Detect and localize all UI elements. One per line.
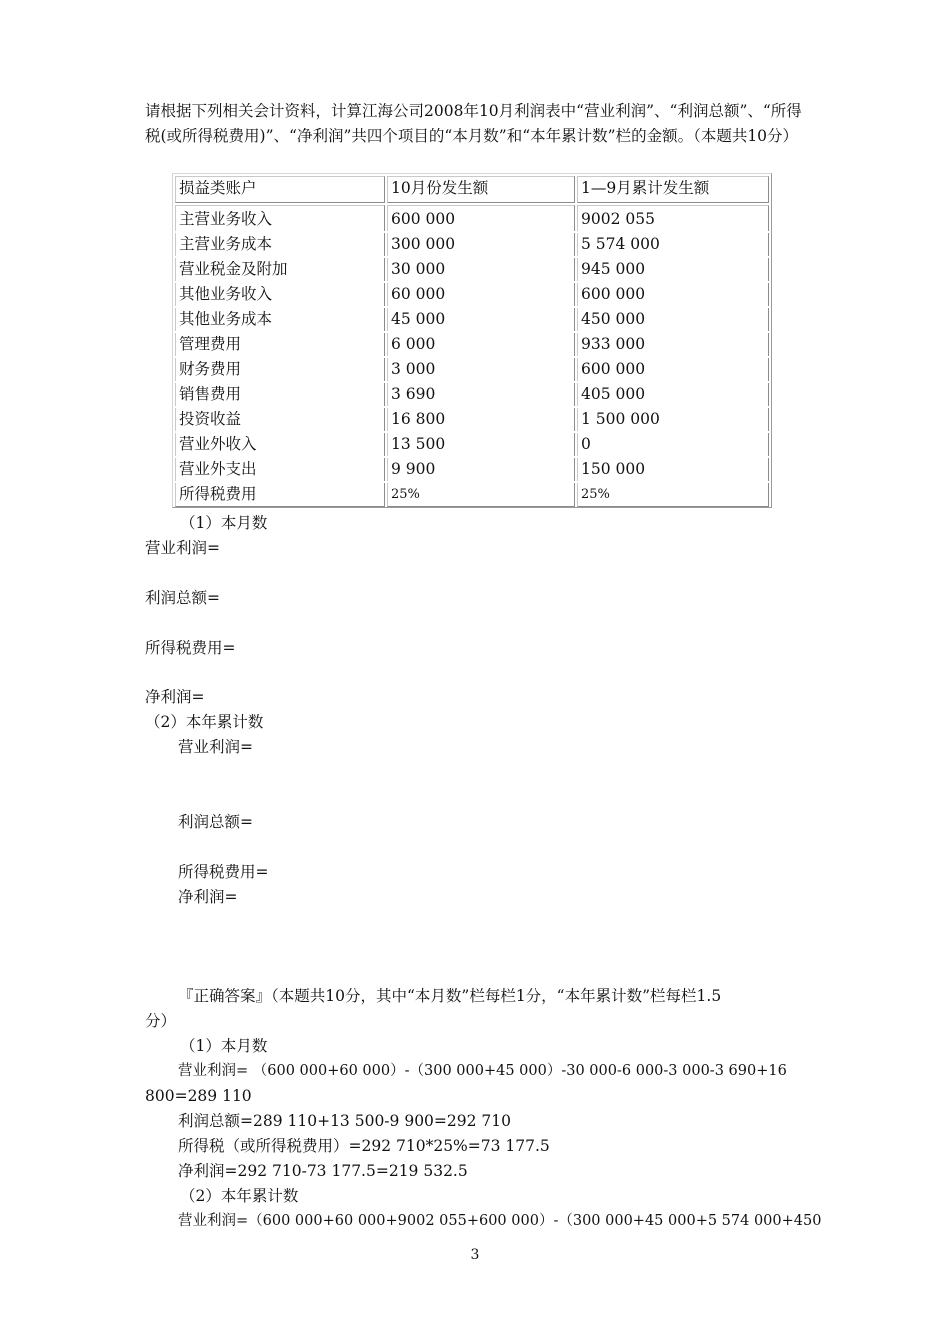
october-amount: 30 000 <box>387 258 575 281</box>
cumulative-amount: 933 000 <box>577 333 769 356</box>
account-name: 财务费用 <box>175 358 385 381</box>
answer-total-profit: 利润总额=289 110+13 500-9 900=292 710 <box>178 1112 512 1130</box>
cumulative-amount: 450 000 <box>577 308 769 331</box>
answer-title-continued: 分） <box>145 1012 177 1030</box>
table-row <box>175 258 769 281</box>
question-year-net-profit: 净利润= <box>178 888 238 906</box>
header-account: 损益类账户 <box>175 176 385 203</box>
account-name: 营业税金及附加 <box>175 258 385 281</box>
account-name: 主营业务收入 <box>175 205 385 231</box>
account-table <box>172 173 772 508</box>
answer-month-heading: （1）本月数 <box>180 1037 268 1055</box>
question-year-heading: （2）本年累计数 <box>145 713 264 731</box>
answer-year-heading: （2）本年累计数 <box>180 1187 299 1205</box>
table-row <box>175 483 769 507</box>
answer-net-profit: 净利润=292 710-73 177.5=219 532.5 <box>178 1162 468 1180</box>
answer-title: 『正确答案』（本题共10分，其中“本月数”栏每栏1分，“本年累计数”栏每栏1.5 <box>178 987 722 1005</box>
question-year-operating-profit: 营业利润= <box>178 738 253 756</box>
header-october: 10月份发生额 <box>387 176 575 203</box>
october-amount: 3 000 <box>387 358 575 381</box>
answer-year-operating-profit-line1: 营业利润=（600 000+60 000+9002 055+600 000）-（300 000+45 000+5 574 000+450 <box>178 1213 822 1229</box>
october-amount: 6 000 <box>387 333 575 356</box>
account-name: 所得税费用 <box>175 483 385 507</box>
october-amount: 600 000 <box>387 205 575 231</box>
question-month-operating-profit: 营业利润= <box>145 539 220 557</box>
cumulative-amount: 600 000 <box>577 358 769 381</box>
table-row <box>175 358 769 381</box>
october-amount: 25% <box>387 483 575 507</box>
question-month-heading: （1）本月数 <box>180 514 268 532</box>
account-name: 投资收益 <box>175 408 385 431</box>
table-row <box>175 458 769 481</box>
question-month-net-profit: 净利润= <box>145 688 205 706</box>
answer-income-tax: 所得税（或所得税费用）=292 710*25%=73 177.5 <box>178 1137 550 1155</box>
cumulative-amount: 9002 055 <box>577 205 769 231</box>
table-row <box>175 283 769 306</box>
cumulative-amount: 150 000 <box>577 458 769 481</box>
cumulative-amount: 600 000 <box>577 283 769 306</box>
account-name: 主营业务成本 <box>175 233 385 256</box>
question-year-total-profit: 利润总额= <box>178 813 253 831</box>
question-month-income-tax: 所得税费用= <box>145 639 236 657</box>
table-row <box>175 383 769 406</box>
question-intro: 请根据下列相关会计资料，计算江海公司2008年10月利润表中“营业利润”、“利润总额”、“所得税(或所得税费用)”、“净利润”共四个项目的“本月数”和“本年累计数”栏的金额。（本题共10分） <box>145 102 802 145</box>
table-row <box>175 233 769 256</box>
cumulative-amount: 1 500 000 <box>577 408 769 431</box>
table-row <box>175 433 769 456</box>
account-name: 其他业务收入 <box>175 283 385 306</box>
cumulative-amount: 0 <box>577 433 769 456</box>
account-name: 销售费用 <box>175 383 385 406</box>
answer-operating-profit-line1: 营业利润= （600 000+60 000）-（300 000+45 000）-30 000-6 000-3 000-3 690+16 <box>178 1063 787 1079</box>
cumulative-amount: 945 000 <box>577 258 769 281</box>
october-amount: 300 000 <box>387 233 575 256</box>
table-row <box>175 333 769 356</box>
table-row <box>175 308 769 331</box>
october-amount: 9 900 <box>387 458 575 481</box>
october-amount: 16 800 <box>387 408 575 431</box>
october-amount: 45 000 <box>387 308 575 331</box>
october-amount: 3 690 <box>387 383 575 406</box>
header-jan-sep: 1—9月累计发生额 <box>577 176 769 203</box>
table-row <box>175 205 769 231</box>
account-name: 营业外支出 <box>175 458 385 481</box>
cumulative-amount: 5 574 000 <box>577 233 769 256</box>
account-name: 营业外收入 <box>175 433 385 456</box>
account-name: 其他业务成本 <box>175 308 385 331</box>
table-header-row <box>175 176 769 203</box>
october-amount: 60 000 <box>387 283 575 306</box>
table-row <box>175 408 769 431</box>
cumulative-amount: 25% <box>577 483 769 507</box>
account-name: 管理费用 <box>175 333 385 356</box>
october-amount: 13 500 <box>387 433 575 456</box>
answer-operating-profit-line2: 800=289 110 <box>145 1087 252 1105</box>
cumulative-amount: 405 000 <box>577 383 769 406</box>
page-number: 3 <box>470 1247 480 1263</box>
question-year-income-tax: 所得税费用= <box>178 863 269 881</box>
question-month-total-profit: 利润总额= <box>145 589 220 607</box>
